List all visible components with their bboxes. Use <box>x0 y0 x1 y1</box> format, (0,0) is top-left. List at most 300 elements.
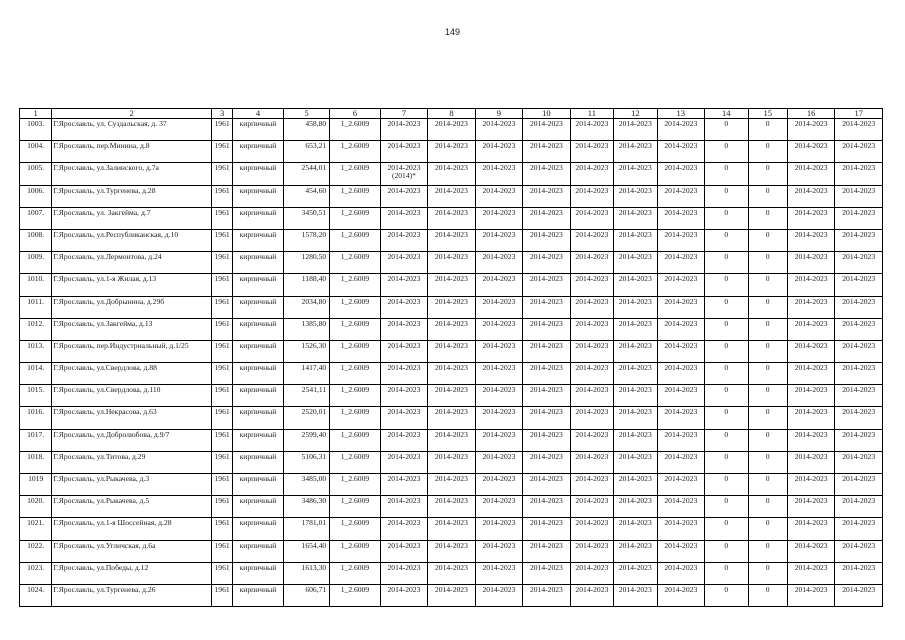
period-note: (2014)* <box>391 171 416 181</box>
period-text: 2014-2023 <box>387 474 421 483</box>
address-cell: Г.Ярославль, ул.Свердлова, д.110 <box>52 385 212 407</box>
code-cell: 1_2.6009 <box>330 363 381 385</box>
period-text: 2014-2023 <box>387 407 421 417</box>
period-cell-17: 2014-2023 <box>835 252 883 274</box>
period-cell-10: 2014-2023 <box>523 540 570 562</box>
code-cell: 1_2.6009 <box>330 496 381 518</box>
code-cell: 1_2.6009 <box>330 229 381 251</box>
value-cell-15: 0 <box>748 540 787 562</box>
period-cell-12: 2014-2023 <box>614 363 657 385</box>
period-text: 2014-2023 <box>387 518 421 528</box>
period-cell-12: 2014-2023 <box>614 540 657 562</box>
value-cell-15: 0 <box>748 207 787 229</box>
year-cell: 1961 <box>211 119 232 141</box>
value-cell-15: 0 <box>748 496 787 518</box>
year-cell: 1961 <box>211 185 232 207</box>
material-cell: кирпичный <box>233 540 284 562</box>
value-cell-15: 0 <box>748 363 787 385</box>
period-cell-9: 2014-2023 <box>475 163 522 185</box>
year-cell: 1961 <box>211 429 232 451</box>
period-cell-9: 2014-2023 <box>475 274 522 296</box>
period-cell-11: 2014-2023 <box>570 296 613 318</box>
period-cell-16: 2014-2023 <box>787 451 834 473</box>
table-body <box>20 119 883 607</box>
value-cell-15: 0 <box>748 141 787 163</box>
period-cell-13: 2014-2023 <box>657 229 704 251</box>
value-cell-14: 0 <box>705 252 748 274</box>
table-row <box>20 474 883 496</box>
period-cell-7 <box>380 318 427 340</box>
period-cell-10: 2014-2023 <box>523 451 570 473</box>
row-number-cell: 1022. <box>20 540 52 562</box>
period-cell-16: 2014-2023 <box>787 540 834 562</box>
code-cell: 1_2.6009 <box>330 385 381 407</box>
period-cell-7 <box>380 119 427 141</box>
period-cell-8: 2014-2023 <box>428 163 475 185</box>
period-cell-7 <box>380 518 427 540</box>
period-cell-7 <box>380 562 427 584</box>
period-cell-16: 2014-2023 <box>787 185 834 207</box>
period-cell-10: 2014-2023 <box>523 562 570 584</box>
period-cell-10: 2014-2023 <box>523 163 570 185</box>
table-row <box>20 252 883 274</box>
period-cell-7 <box>380 584 427 606</box>
period-cell-16: 2014-2023 <box>787 163 834 185</box>
year-cell: 1961 <box>211 474 232 496</box>
value-cell-14: 0 <box>705 340 748 362</box>
period-cell-12: 2014-2023 <box>614 474 657 496</box>
value-cell-15: 0 <box>748 562 787 584</box>
period-cell-11: 2014-2023 <box>570 363 613 385</box>
address-cell: Г.Ярославль, ул.Добролюбова, д.9/7 <box>52 429 212 451</box>
period-cell-12: 2014-2023 <box>614 141 657 163</box>
period-cell-10: 2014-2023 <box>523 252 570 274</box>
address-cell: Г.Ярославль, ул.Некрасова, д.63 <box>52 407 212 429</box>
material-cell: кирпичный <box>233 407 284 429</box>
code-cell: 1_2.6009 <box>330 474 381 496</box>
code-cell: 1_2.6009 <box>330 141 381 163</box>
period-cell-11: 2014-2023 <box>570 340 613 362</box>
column-header: 1 <box>20 109 52 119</box>
table-row <box>20 163 883 185</box>
code-cell: 1_2.6009 <box>330 296 381 318</box>
period-text: 2014-2023 <box>387 318 421 328</box>
period-cell-8: 2014-2023 <box>428 496 475 518</box>
area-cell: 1613,30 <box>283 562 329 584</box>
table-row <box>20 451 883 473</box>
material-cell: кирпичный <box>233 274 284 296</box>
address-cell: Г.Ярославль, ул. Суздальская, д. 37 <box>52 119 212 141</box>
code-cell: 1_2.6009 <box>330 407 381 429</box>
period-cell-7 <box>380 340 427 362</box>
area-cell: 1654,40 <box>283 540 329 562</box>
period-cell-17: 2014-2023 <box>835 163 883 185</box>
period-cell-17: 2014-2023 <box>835 584 883 606</box>
period-cell-7 <box>380 207 427 229</box>
period-cell-8: 2014-2023 <box>428 451 475 473</box>
period-cell-8: 2014-2023 <box>428 584 475 606</box>
period-cell-16: 2014-2023 <box>787 274 834 296</box>
period-cell-16: 2014-2023 <box>787 141 834 163</box>
header-row <box>20 109 883 119</box>
value-cell-15: 0 <box>748 584 787 606</box>
value-cell-14: 0 <box>705 296 748 318</box>
table-row <box>20 274 883 296</box>
column-header: 12 <box>614 109 657 119</box>
material-cell: кирпичный <box>233 363 284 385</box>
period-cell-16: 2014-2023 <box>787 296 834 318</box>
column-header: 5 <box>283 109 329 119</box>
period-cell-17: 2014-2023 <box>835 274 883 296</box>
value-cell-14: 0 <box>705 540 748 562</box>
period-cell-10: 2014-2023 <box>523 407 570 429</box>
period-cell-9: 2014-2023 <box>475 474 522 496</box>
period-cell-17: 2014-2023 <box>835 119 883 141</box>
period-cell-9: 2014-2023 <box>475 229 522 251</box>
material-cell: кирпичный <box>233 584 284 606</box>
period-cell-7 <box>380 141 427 163</box>
period-cell-8: 2014-2023 <box>428 518 475 540</box>
period-cell-11: 2014-2023 <box>570 119 613 141</box>
value-cell-15: 0 <box>748 429 787 451</box>
row-number-cell: 1004. <box>20 141 52 163</box>
period-cell-17: 2014-2023 <box>835 141 883 163</box>
period-cell-13: 2014-2023 <box>657 429 704 451</box>
period-text: 2014-2023 <box>387 229 421 239</box>
period-cell-10: 2014-2023 <box>523 496 570 518</box>
period-cell-13: 2014-2023 <box>657 407 704 429</box>
period-cell-16: 2014-2023 <box>787 119 834 141</box>
value-cell-15: 0 <box>748 318 787 340</box>
period-cell-13: 2014-2023 <box>657 318 704 340</box>
column-header: 16 <box>787 109 834 119</box>
period-cell-17: 2014-2023 <box>835 207 883 229</box>
address-cell: Г.Ярославль, пер.Минина, д.8 <box>52 141 212 163</box>
table-row <box>20 407 883 429</box>
value-cell-14: 0 <box>705 584 748 606</box>
material-cell: кирпичный <box>233 340 284 362</box>
period-cell-13: 2014-2023 <box>657 185 704 207</box>
address-cell: Г.Ярославль, ул.1-я Шоссейная, д.28 <box>52 518 212 540</box>
area-cell: 1417,40 <box>283 363 329 385</box>
page-number: 149 <box>444 27 461 37</box>
column-header: 10 <box>523 109 570 119</box>
table-row <box>20 207 883 229</box>
material-cell: кирпичный <box>233 496 284 518</box>
period-cell-13: 2014-2023 <box>657 385 704 407</box>
area-cell: 2599,40 <box>283 429 329 451</box>
row-number-cell: 1008. <box>20 229 52 251</box>
period-cell-16: 2014-2023 <box>787 429 834 451</box>
period-cell-12: 2014-2023 <box>614 296 657 318</box>
period-cell-9: 2014-2023 <box>475 141 522 163</box>
area-cell: 1188,40 <box>283 274 329 296</box>
value-cell-14: 0 <box>705 562 748 584</box>
period-text: 2014-2023 <box>387 584 421 594</box>
period-cell-12: 2014-2023 <box>614 163 657 185</box>
period-cell-10: 2014-2023 <box>523 429 570 451</box>
period-cell-13: 2014-2023 <box>657 451 704 473</box>
address-cell: Г.Ярославль, ул.Рыкачева, д.5 <box>52 496 212 518</box>
period-cell-9: 2014-2023 <box>475 451 522 473</box>
period-cell-11: 2014-2023 <box>570 274 613 296</box>
period-cell-13: 2014-2023 <box>657 296 704 318</box>
code-cell: 1_2.6009 <box>330 185 381 207</box>
period-cell-8: 2014-2023 <box>428 474 475 496</box>
row-number-cell: 1009. <box>20 252 52 274</box>
period-cell-11: 2014-2023 <box>570 163 613 185</box>
period-cell-11: 2014-2023 <box>570 141 613 163</box>
value-cell-15: 0 <box>748 185 787 207</box>
value-cell-14: 0 <box>705 385 748 407</box>
column-header: 3 <box>211 109 232 119</box>
period-cell-8: 2014-2023 <box>428 407 475 429</box>
column-header: 6 <box>330 109 381 119</box>
period-cell-12: 2014-2023 <box>614 518 657 540</box>
table-row <box>20 429 883 451</box>
address-cell: Г.Ярославль, ул.Лермонтова, д.24 <box>52 252 212 274</box>
period-cell-7 <box>380 385 427 407</box>
value-cell-15: 0 <box>748 385 787 407</box>
value-cell-14: 0 <box>705 229 748 251</box>
area-cell: 1578,20 <box>283 229 329 251</box>
period-cell-7 <box>380 363 427 385</box>
column-header: 17 <box>835 109 883 119</box>
area-cell: 1385,80 <box>283 318 329 340</box>
year-cell: 1961 <box>211 340 232 362</box>
housing-table <box>19 108 883 607</box>
period-cell-8: 2014-2023 <box>428 229 475 251</box>
period-cell-12: 2014-2023 <box>614 429 657 451</box>
period-cell-13: 2014-2023 <box>657 163 704 185</box>
value-cell-14: 0 <box>705 407 748 429</box>
period-cell-9: 2014-2023 <box>475 496 522 518</box>
period-cell-12: 2014-2023 <box>614 407 657 429</box>
period-cell-8: 2014-2023 <box>428 119 475 141</box>
period-cell-11: 2014-2023 <box>570 318 613 340</box>
period-cell-8: 2014-2023 <box>428 141 475 163</box>
area-cell: 1526,30 <box>283 340 329 362</box>
column-header: 14 <box>705 109 748 119</box>
period-cell-11: 2014-2023 <box>570 229 613 251</box>
material-cell: кирпичный <box>233 185 284 207</box>
period-cell-8: 2014-2023 <box>428 252 475 274</box>
area-cell: 2544,01 <box>283 163 329 185</box>
material-cell: кирпичный <box>233 318 284 340</box>
value-cell-14: 0 <box>705 318 748 340</box>
address-cell: Г.Ярославль, ул.Угличская, д.6а <box>52 540 212 562</box>
period-text: 2014-2023 <box>387 540 421 550</box>
value-cell-15: 0 <box>748 340 787 362</box>
code-cell: 1_2.6009 <box>330 451 381 473</box>
row-number-cell: 1024. <box>20 584 52 606</box>
period-cell-10: 2014-2023 <box>523 274 570 296</box>
row-number-cell: 1018. <box>20 451 52 473</box>
table-row <box>20 340 883 362</box>
period-cell-16: 2014-2023 <box>787 496 834 518</box>
row-number-cell: 1011. <box>20 296 52 318</box>
material-cell: кирпичный <box>233 119 284 141</box>
column-header: 13 <box>657 109 704 119</box>
code-cell: 1_2.6009 <box>330 562 381 584</box>
period-cell-7 <box>380 163 427 185</box>
value-cell-15: 0 <box>748 407 787 429</box>
row-number-cell: 1020. <box>20 496 52 518</box>
value-cell-14: 0 <box>705 474 748 496</box>
row-number-cell: 1005. <box>20 163 52 185</box>
period-cell-9: 2014-2023 <box>475 518 522 540</box>
area-cell: 2520,01 <box>283 407 329 429</box>
period-cell-10: 2014-2023 <box>523 518 570 540</box>
year-cell: 1961 <box>211 584 232 606</box>
period-cell-7 <box>380 407 427 429</box>
row-number-cell: 1023. <box>20 562 52 584</box>
area-cell: 5106,31 <box>283 451 329 473</box>
period-cell-11: 2014-2023 <box>570 407 613 429</box>
address-cell: Г.Ярославль, пер.Индустриальный, д.1/25 <box>52 340 212 362</box>
period-cell-13: 2014-2023 <box>657 518 704 540</box>
value-cell-14: 0 <box>705 185 748 207</box>
table-row <box>20 185 883 207</box>
period-cell-8: 2014-2023 <box>428 429 475 451</box>
period-cell-10: 2014-2023 <box>523 340 570 362</box>
area-cell: 3485,00 <box>283 474 329 496</box>
period-cell-7 <box>380 540 427 562</box>
period-cell-9: 2014-2023 <box>475 385 522 407</box>
year-cell: 1961 <box>211 229 232 251</box>
year-cell: 1961 <box>211 451 232 473</box>
period-cell-16: 2014-2023 <box>787 207 834 229</box>
material-cell: кирпичный <box>233 207 284 229</box>
period-cell-9: 2014-2023 <box>475 584 522 606</box>
period-cell-13: 2014-2023 <box>657 496 704 518</box>
period-cell-9: 2014-2023 <box>475 540 522 562</box>
period-text: 2014-2023 <box>387 185 421 195</box>
period-cell-17: 2014-2023 <box>835 540 883 562</box>
row-number-cell: 1017. <box>20 429 52 451</box>
value-cell-14: 0 <box>705 496 748 518</box>
material-cell: кирпичный <box>233 296 284 318</box>
year-cell: 1961 <box>211 385 232 407</box>
period-cell-17: 2014-2023 <box>835 296 883 318</box>
period-cell-13: 2014-2023 <box>657 363 704 385</box>
address-cell: Г.Ярославль, ул.Рыкачева, д.3 <box>52 474 212 496</box>
code-cell: 1_2.6009 <box>330 518 381 540</box>
period-cell-9: 2014-2023 <box>475 340 522 362</box>
column-header: 15 <box>748 109 787 119</box>
period-cell-17: 2014-2023 <box>835 451 883 473</box>
period-cell-9: 2014-2023 <box>475 252 522 274</box>
period-cell-11: 2014-2023 <box>570 185 613 207</box>
year-cell: 1961 <box>211 518 232 540</box>
period-cell-7 <box>380 496 427 518</box>
row-number-cell: 1019 <box>20 474 52 496</box>
period-cell-11: 2014-2023 <box>570 540 613 562</box>
period-cell-11: 2014-2023 <box>570 451 613 473</box>
column-header: 8 <box>428 109 475 119</box>
period-cell-13: 2014-2023 <box>657 584 704 606</box>
table-row <box>20 540 883 562</box>
period-cell-12: 2014-2023 <box>614 207 657 229</box>
period-cell-11: 2014-2023 <box>570 429 613 451</box>
period-cell-12: 2014-2023 <box>614 385 657 407</box>
period-cell-7 <box>380 185 427 207</box>
period-cell-12: 2014-2023 <box>614 318 657 340</box>
value-cell-15: 0 <box>748 119 787 141</box>
area-cell: 3450,51 <box>283 207 329 229</box>
period-cell-17: 2014-2023 <box>835 185 883 207</box>
period-cell-12: 2014-2023 <box>614 252 657 274</box>
period-cell-17: 2014-2023 <box>835 407 883 429</box>
period-cell-11: 2014-2023 <box>570 474 613 496</box>
period-cell-8: 2014-2023 <box>428 318 475 340</box>
period-cell-12: 2014-2023 <box>614 584 657 606</box>
year-cell: 1961 <box>211 363 232 385</box>
address-cell: Г.Ярославль, ул.Добрынина, д.29б <box>52 296 212 318</box>
period-cell-13: 2014-2023 <box>657 562 704 584</box>
period-cell-8: 2014-2023 <box>428 340 475 362</box>
period-cell-7 <box>380 296 427 318</box>
year-cell: 1961 <box>211 407 232 429</box>
period-cell-11: 2014-2023 <box>570 385 613 407</box>
period-cell-8: 2014-2023 <box>428 385 475 407</box>
value-cell-14: 0 <box>705 141 748 163</box>
period-cell-12: 2014-2023 <box>614 185 657 207</box>
row-number-cell: 1021. <box>20 518 52 540</box>
period-text: 2014-2023 <box>387 296 421 306</box>
period-text: 2014-2023 <box>387 363 421 373</box>
area-cell: 1781,01 <box>283 518 329 540</box>
value-cell-15: 0 <box>748 252 787 274</box>
period-cell-10: 2014-2023 <box>523 296 570 318</box>
material-cell: кирпичный <box>233 518 284 540</box>
area-cell: 2541,11 <box>283 385 329 407</box>
row-number-cell: 1015. <box>20 385 52 407</box>
period-cell-16: 2014-2023 <box>787 385 834 407</box>
value-cell-14: 0 <box>705 429 748 451</box>
material-cell: кирпичный <box>233 229 284 251</box>
period-cell-12: 2014-2023 <box>614 119 657 141</box>
value-cell-14: 0 <box>705 518 748 540</box>
period-cell-16: 2014-2023 <box>787 407 834 429</box>
period-cell-7 <box>380 451 427 473</box>
period-text: 2014-2023 <box>387 163 421 173</box>
value-cell-15: 0 <box>748 229 787 251</box>
period-cell-13: 2014-2023 <box>657 119 704 141</box>
material-cell: кирпичный <box>233 451 284 473</box>
period-cell-10: 2014-2023 <box>523 584 570 606</box>
row-number-cell: 1007. <box>20 207 52 229</box>
period-cell-10: 2014-2023 <box>523 207 570 229</box>
code-cell: 1_2.6009 <box>330 119 381 141</box>
period-cell-17: 2014-2023 <box>835 363 883 385</box>
period-cell-7 <box>380 429 427 451</box>
table-row <box>20 318 883 340</box>
period-cell-10: 2014-2023 <box>523 119 570 141</box>
year-cell: 1961 <box>211 496 232 518</box>
value-cell-14: 0 <box>705 451 748 473</box>
period-cell-9: 2014-2023 <box>475 296 522 318</box>
address-cell: Г.Ярославль, ул.Свердлова, д.88 <box>52 363 212 385</box>
period-cell-10: 2014-2023 <box>523 318 570 340</box>
year-cell: 1961 <box>211 252 232 274</box>
value-cell-14: 0 <box>705 363 748 385</box>
period-cell-12: 2014-2023 <box>614 229 657 251</box>
row-number-cell: 1014. <box>20 363 52 385</box>
year-cell: 1961 <box>211 318 232 340</box>
code-cell: 1_2.6009 <box>330 340 381 362</box>
period-cell-8: 2014-2023 <box>428 562 475 584</box>
